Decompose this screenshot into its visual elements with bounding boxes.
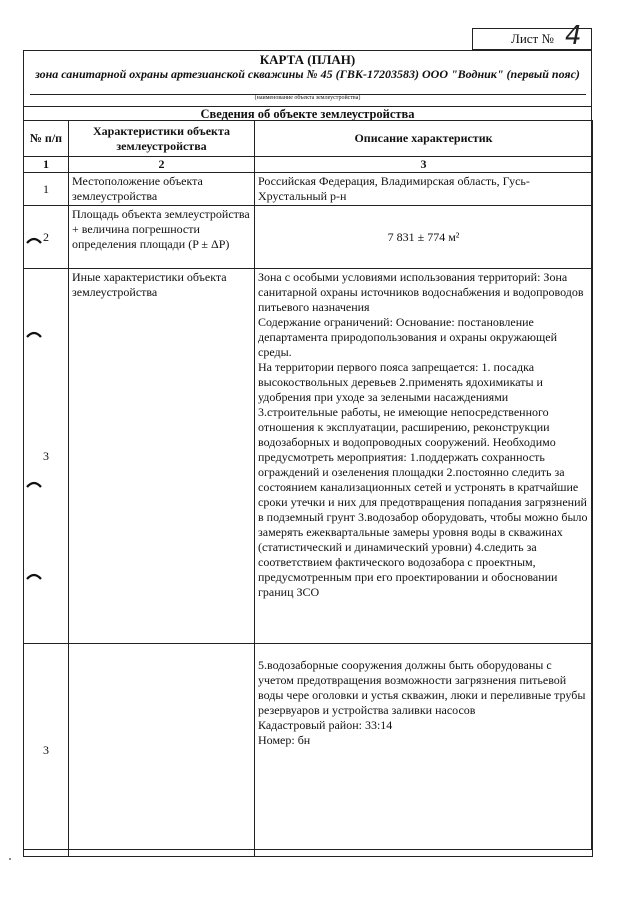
binding-hole-mark: [26, 572, 42, 580]
document-subtitle: зона санитарной охраны артезианской скважины № 45 (ГВК-17203583) ООО "Водник" (первый пояс): [35, 67, 580, 81]
row-characteristic: Иные характеристики объекта землеустройства: [69, 269, 255, 644]
binding-hole-mark: [26, 236, 42, 244]
column-number-2: 2: [69, 157, 255, 173]
column-number-3: 3: [255, 157, 593, 173]
table-row: [24, 269, 593, 644]
scan-speck: [9, 858, 11, 860]
sheet-label: Лист №: [511, 31, 554, 46]
row-description: Зона с особыми условиями использования территорий: Зона санитарной охраны источников водоснабжения и водопроводов питьевого назначения Содержание ограничений: Основание: постановление департамента природопользования и охраны окружающей среды. На территории первого пояса запрещается: 1. посадка высокоствольных деревьев 2.применять ядохимикаты и удобрения при уходе за зелеными насаждениями 3.строительные работы, не имеющие непосредственного отношения к эксплуатации, расширению, реконструкции водозаборных и водопроводных сооружений. Необходимо предусмотреть мероприятия: 1.поддержать сохранность ограждений и озеленения площадки 2.постоянно следить за состоянием канализационных сетей и устронять в кратчайшие сроки утечки и них для предотвращения попадания загрязнений в подземный грунт 3.водозабор оборудовать, чтобы можно было замерять ежеквартальные замеры уровня воды в скважинах (статистический и динамический уровни) 4.следить за соответствием фактического водозабора с проектным, предусмотренным при его проектировании и обосновании границ ЗСО: [255, 269, 593, 644]
header-num-text: № п/п: [29, 131, 63, 145]
row-num: 3: [24, 269, 69, 644]
object-name-note: (наименование объекта землеустройства): [254, 95, 361, 101]
header-characteristic: [69, 121, 255, 157]
binding-hole-mark: [26, 330, 42, 338]
characteristics-table: [23, 120, 593, 857]
row-num: 3: [24, 644, 69, 857]
row-description: 7 831 ± 774 м²: [255, 206, 593, 269]
row-num: 1: [24, 173, 69, 206]
row-characteristic: [69, 644, 255, 857]
table-header-row: [24, 121, 593, 157]
header-description-text: Описание характеристик: [354, 131, 493, 145]
header-description: [255, 121, 593, 157]
sheet-number-handwritten: 4: [565, 21, 582, 51]
row-num: 2: [24, 206, 69, 269]
table-row: [24, 206, 593, 269]
header-characteristic-text: Характеристики объекта землеустройства: [92, 123, 230, 153]
binding-hole-mark: [26, 480, 42, 488]
table-row: [24, 173, 593, 206]
sheet-number-box: [472, 21, 592, 51]
column-number-1: 1: [24, 157, 69, 173]
section-title: Сведения об объекте землеустройства: [23, 106, 592, 121]
document-title: КАРТА (ПЛАН): [259, 52, 356, 67]
row-characteristic: Местоположение объекта землеустройства: [69, 173, 255, 206]
row-description: 5.водозаборные сооружения должны быть оборудованы с учетом предотвращения возможности загрязнения питьевой воды чере оголовки и устья скважин, люки и переливные трубы резервуаров и устройства заливки насосов Кадастровый район: 33:14 Номер: бн: [255, 644, 593, 857]
row-description: Российская Федерация, Владимирская область, Гусь-Хрустальный р-н: [255, 173, 593, 206]
table-column-numbers-row: [24, 157, 593, 173]
row-characteristic: Площадь объекта землеустройства + величина погрешности определения площади (P ± ΔP): [69, 206, 255, 269]
header-num: [24, 121, 69, 157]
table-row: [24, 644, 593, 857]
